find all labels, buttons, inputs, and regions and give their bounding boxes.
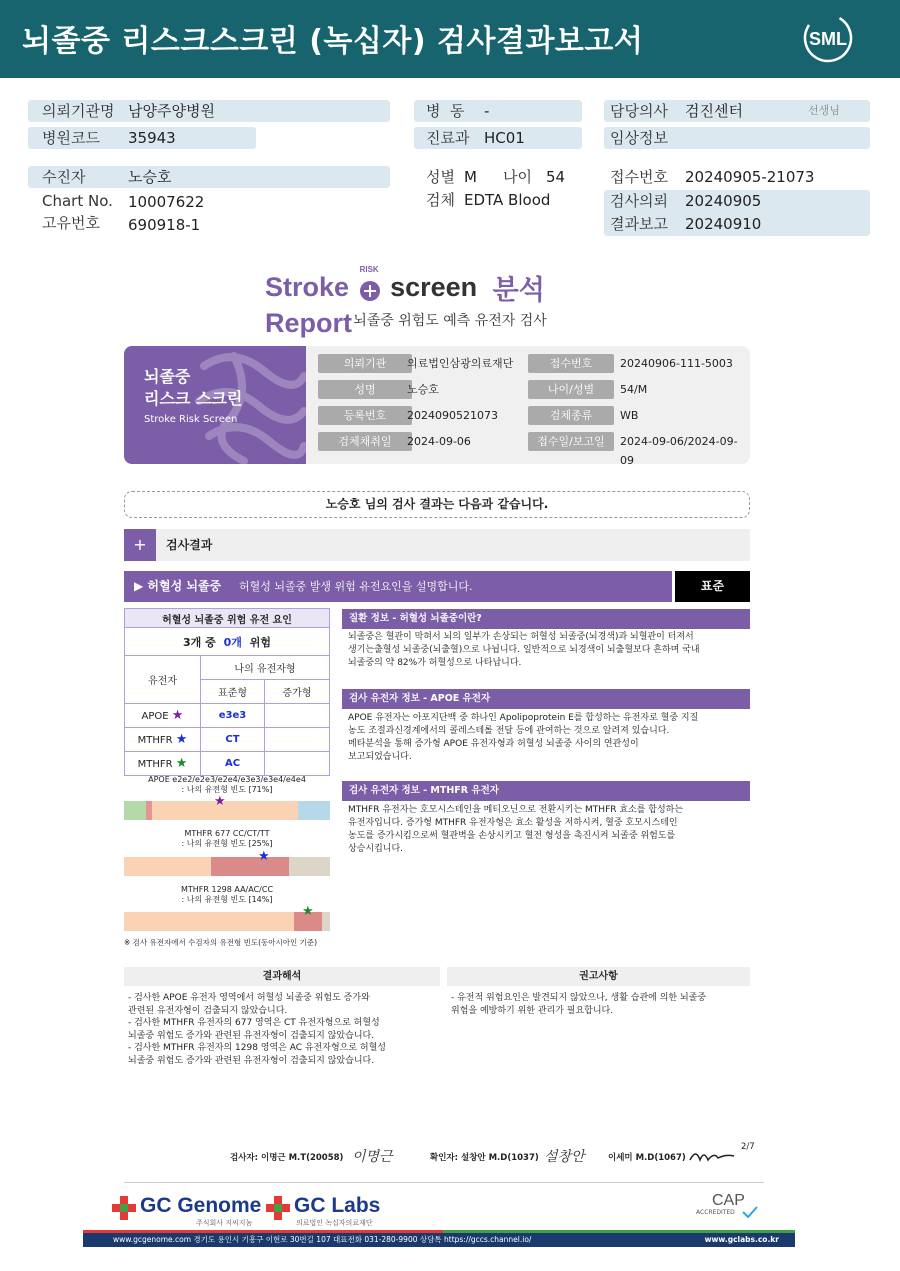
page-header [0,0,900,78]
info-line: 유전자입니다. 증가형 MTHFR 유전자형은 효소 활성을 저하시켜, 혈중 호모시스테인 [348,818,678,828]
ward-value: - [484,102,490,120]
chart-value: 10007622 [128,193,205,211]
age-value: 54 [546,168,566,186]
risk-table [124,608,330,776]
request-label: 검사의뢰 [610,192,668,210]
folder-plus-icon: + [124,529,156,561]
confirmer-line: 확인자: 설창안 M.D(1037) [430,1153,539,1163]
result-banner: 노승호 님의 검사 결과는 다음과 같습니다. [124,491,750,518]
info-line: 메타분석을 통해 증가형 APOE 유전자형과 허혈성 뇌졸중 사이의 연관성이 [348,739,639,749]
freq-title-line: : 나의 유전형 빈도 [25%] [181,839,273,848]
info-line: 보고되었습니다. [348,752,412,762]
freq-title-line: MTHFR 1298 AA/AC/CC [180,885,274,894]
report-date-value: 20240910 [685,215,762,233]
dept-label: 진료과 [426,129,470,147]
card-title-en: Stroke Risk Screen [144,414,238,425]
freq-segment [322,912,330,931]
chart-label: Chart No. [42,192,113,210]
standard-cell: AC [201,752,265,776]
table-row [125,728,330,752]
standard-badge: 표준 [675,571,750,602]
examiner-signature: 이명근 [352,1149,393,1165]
mthfr-info-text [348,804,750,856]
card-label: 접수번호 [528,354,614,373]
table-row [125,752,330,776]
info-line: 뇌졸중은 혈관이 막혀서 뇌의 일부가 손상되는 허혈성 뇌졸중(뇌경색)과 뇌혈관이 터져서 [348,632,694,642]
gene-name: APOE [141,711,169,722]
mthfr-info-title: 검사 유전자 정보 - MTHFR 유전자 [342,781,750,801]
disease-info-title: 질환 정보 - 허혈성 뇌졸중이란? [342,609,750,629]
examiner-line: 검사자: 이명근 M.T(20058) [230,1153,344,1163]
card-value: WB [620,409,639,422]
sex-label: 성별 [426,168,455,186]
page-title: 뇌졸중 리스크스크린 (녹십자) 검사결과보고서 [22,24,644,59]
info-line: 농도 조절과신경계에서의 콜레스테롤 전달 등에 관여하는 것으로 알려져 있습니다. [348,726,670,736]
star-icon: ★ [302,904,314,919]
interpretation-line: 뇌졸중 위험도 증가와 관련된 유전자형이 검출되지 않았습니다. [128,1030,375,1041]
table-row [125,704,330,728]
info-line: 상승시킵니다. [348,844,404,854]
sex-value: M [464,168,477,186]
info-line: MTHFR 유전자는 호모시스테인을 메티오닌으로 전환시키는 MTHFR 효소를 합성하는 [348,805,684,815]
info-line: 생기는출혈성 뇌졸중(뇌출혈)으로 나뉩니다. 일반적으로 뇌경색이 뇌출혈보다 흔하며 국내 [348,645,700,655]
cap-accredited-logo [694,1192,774,1226]
risk-cell [265,752,330,776]
disease-info-text [348,631,750,670]
recommendation-line: - 유전적 위험요인은 발견되지 않았으나, 생활 습관에 의한 뇌졸중 [451,993,707,1003]
card-label: 성명 [318,380,412,399]
ischemic-desc: 허혈성 뇌졸중 발생 위험 유전요인을 설명합니다. [239,580,473,593]
standard-cell: e3e3 [201,704,265,728]
risk-target-icon [357,264,383,301]
unique-label: 고유번호 [42,214,100,232]
sml-logo-text: SML [809,29,847,49]
freq-segment [211,857,289,876]
card-value: 20240906-111-5003 [620,357,733,370]
request-value: 20240905 [685,192,762,210]
gene-cell [125,752,201,776]
card-value: 2024-09-06/2024-09-09 [620,435,738,464]
recommendation-title: 권고사항 [447,967,750,986]
freq-title-line: : 나의 유전형 빈도 [14%] [181,895,273,904]
mthfr1298-freq-bar [124,912,330,931]
apoe-info-title: 검사 유전자 정보 - APOE 유전자 [342,689,750,709]
star-icon: ★ [171,708,184,723]
star-icon: ★ [175,756,188,771]
patient-card [124,346,750,464]
page-number: 2/7 [741,1142,755,1152]
gene-name: MTHFR [137,759,173,770]
card-label: 검체종류 [528,406,614,425]
ward-label: 병 동 [426,102,465,120]
gene-header: 유전자 [125,656,201,704]
card-value: 의료법인삼광의료재단 [407,357,514,370]
risk-cell [265,728,330,752]
card-label: 등록번호 [318,406,412,425]
ischemic-stroke-bar [124,571,672,602]
info-line: 뇌졸중의 약 82%가 허혈성으로 나타납니다. [348,658,522,668]
interpretation-text [128,992,440,1067]
clinical-label: 임상정보 [610,129,668,147]
checkmark-icon [742,1206,758,1218]
dept-value: HC01 [484,129,525,147]
report-date-label: 결과보고 [610,215,668,233]
card-brand [124,346,306,464]
risk-summary-count: 0개 [223,635,242,649]
card-label: 검체채취일 [318,432,412,451]
risk-header: 증가형 [265,680,330,704]
apoe-info-text [348,712,750,764]
card-title-line2: 리스크 스크린 [144,389,243,408]
receipt-value: 20240905-21073 [685,168,815,186]
freq-note: ※ 검사 유전자에서 수검자의 유전형 빈도(동아시아인 기준) [124,938,318,947]
section-header [124,529,750,561]
code-value: 35943 [128,129,176,147]
genotype-header: 나의 유전자형 [201,656,330,680]
logo-stroke: Stroke [265,272,350,302]
unique-value: 690918-1 [128,216,201,234]
receipt-label: 접수번호 [610,168,668,186]
freq-segment [124,801,146,820]
section-title: 검사결과 [166,538,213,552]
footer-website-link[interactable]: www.gclabs.co.kr [704,1235,779,1244]
freq-title-line: MTHFR 677 CC/CT/TT [184,829,270,838]
footer-address[interactable]: www.gcgenome.com 경기도 용인시 기흥구 이현로 30번길 107 대표전화 031-280-9900 상담톡 https://gccs.channel.io/ [113,1235,532,1244]
doctor-suffix: 선생님 [808,104,840,117]
card-value: 노승호 [407,383,439,396]
third-signature-icon [688,1146,736,1166]
freq-title-line: APOE e2e2/e2e3/e2e4/e3e3/e3e4/e4e4 [148,775,306,784]
ischemic-title: ▶ 허혈성 뇌졸중 [134,579,222,593]
star-icon: ★ [258,849,270,864]
standard-cell: CT [201,728,265,752]
standard-header: 표준형 [201,680,265,704]
card-label: 나이/성별 [528,380,614,399]
freq-segment [124,912,294,931]
freq-title [124,775,330,795]
sml-logo [802,12,854,64]
logo-risk-small: RISK [359,264,379,274]
freq-title [124,885,330,905]
interpretation-line: 관련된 유전자형이 검출되지 않았습니다. [128,1005,288,1016]
info-line: APOE 유전자는 아포지단백 중 하나인 Apolipoprotein E를 합성하는 유전자로 혈중 지질 [348,713,699,723]
logo-screen: screen [390,272,478,302]
third-signer: 이세미 M.D(1067) [608,1153,686,1163]
star-icon: ★ [175,732,188,747]
logo-kr: 분석 Report [265,275,545,339]
gc-cross-icon [266,1196,290,1220]
gene-cell [125,728,201,752]
recommendation-line: 위험을 예방하기 위한 관리가 필요합니다. [451,1005,614,1016]
cap-sub: ACCREDITED [696,1209,735,1216]
specimen-label: 검체 [426,191,455,209]
freq-title [124,829,330,849]
footer-divider [124,1182,764,1183]
report-subtitle: 뇌졸중 위험도 예측 유전자 검사 [353,313,547,329]
interpretation-line: - 검사한 MTHFR 유전자의 1298 영역은 AC 유전자형으로 허혈성 [128,1043,386,1053]
freq-segment [124,857,211,876]
age-label: 나이 [503,168,532,186]
mthfr677-freq-bar [124,857,330,876]
gene-cell [125,704,201,728]
card-label: 의뢰기관 [318,354,412,373]
hospital-value: 남양주양병원 [128,102,215,120]
risk-cell [265,704,330,728]
gc-cross-icon [112,1196,136,1220]
patient-label: 수진자 [42,168,86,186]
card-label: 접수일/보고일 [528,432,614,451]
risk-summary-pre: 3개 중 [183,635,216,649]
specimen-value: EDTA Blood [464,191,551,209]
card-value: 54/M [620,383,648,396]
star-icon: ★ [214,794,226,809]
doctor-value: 검진센터 [685,102,743,120]
confirmer-signature: 설창안 [544,1149,585,1165]
interpretation-line: - 검사한 MTHFR 유전자의 677 영역은 CT 유전자형으로 허혈성 [128,1018,380,1028]
card-title-line1: 뇌졸중 [144,367,191,386]
interpretation-line: 뇌졸중 위험도 증가와 관련된 유전자형이 검출되지 않았습니다. [128,1055,375,1066]
card-value: 2024090521073 [407,409,498,422]
patient-value: 노승호 [128,168,172,186]
risk-table-title: 허혈성 뇌졸중 위험 유전 요인 [125,609,330,628]
gc-genome-sub: 주식회사 지씨지놈 [196,1219,253,1227]
doctor-label: 담당의사 [610,102,668,120]
recommendation-text [451,992,751,1017]
freq-segment [298,801,330,820]
gene-name: MTHFR [137,735,173,746]
interpretation-line: - 검사한 APOE 유전자 영역에서 허혈성 뇌졸중 위험도 증가와 [128,993,370,1003]
gc-labs-sub: 의료법인 녹십자의료재단 [296,1219,373,1227]
freq-segment [289,857,330,876]
gc-labs-logo: GC Labs [294,1194,381,1217]
card-value: 2024-09-06 [407,435,471,448]
code-label: 병원코드 [42,129,100,147]
risk-summary-post: 위험 [249,635,271,649]
apoe-freq-bar [124,801,330,820]
gc-genome-logo: GC Genome [140,1194,262,1217]
interpretation-title: 결과해석 [124,967,440,986]
info-line: 농도를 증가시킴으로써 혈관벽을 손상시키고 혈전 형성을 촉진시켜 뇌졸중 위험도를 [348,831,676,841]
cap-text: CAP [712,1192,745,1209]
freq-title-line: : 나의 유전형 빈도 [71%] [181,785,273,794]
footer-bar [83,1233,795,1247]
risk-summary [125,628,330,656]
hospital-label: 의뢰기관명 [42,102,115,120]
